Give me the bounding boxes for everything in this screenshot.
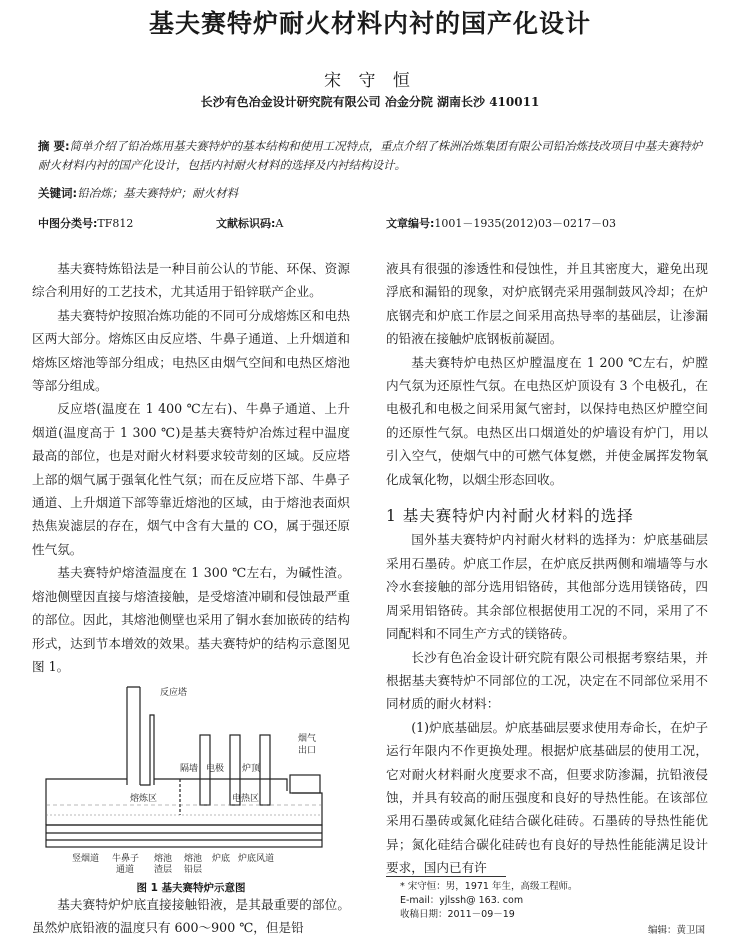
section-heading: 1 基夫赛特炉内衬耐火材料的选择 [386, 507, 634, 526]
label-bottom: 熔池 [154, 854, 173, 864]
label-bottom: 炉底 [212, 854, 231, 864]
paragraph: 基夫赛特炉按照冶炼功能的不同可分成熔炼区和电热区两大部分。熔炼区由反应塔、牛鼻子通道、上升烟道和熔炼区熔池等部分组成；电热区由烟气空间和电热区熔池等部分组成。 [32, 307, 350, 394]
author-name: 宋 守 恒 [324, 71, 416, 91]
paragraph: 基夫赛特炉电热区炉膛温度在 1 200 ℃左右，炉膛内气氛为还原性气氛。在电热区炉顶设有 3 个电极孔，在电极孔和电极之间采用氮气密封，以保持电热区炉膛空间的还原性气氛。电热区出口烟道处的炉墙设有炉门，用以引入空气，使烟气中的可燃气体复燃，并使金属挥发物氧化成氧化物，以烟尘形态回收。 [386, 354, 708, 487]
left-column-bottom [32, 893, 350, 940]
right-column [386, 257, 708, 880]
footnote-email: E-mail：yjlssh@ 163. com [400, 895, 524, 906]
keywords-text: 铅冶炼；基夫赛特炉；耐火材料 [77, 186, 239, 200]
author-affiliation: 长沙有色冶金设计研究院有限公司 冶金分院 湖南长沙 410011 [200, 95, 540, 109]
label-partition: 隔墙 [180, 764, 199, 774]
paragraph: 基夫赛特炉熔渣温度在 1 300 ℃左右，为碱性渣。熔池侧壁因直接与熔渣接触，是受熔渣冲刷和侵蚀最严重的部位。因此，其熔池侧壁也采用了铜水套加嵌砖的结构形式，达到节本增效的效果。基夫赛特炉的结构示意图见图 1。 [32, 565, 350, 674]
paragraph: 反应塔(温度在 1 400 ℃左右)、牛鼻子通道、上升烟道(温度高于 1 300 ℃)是基夫赛特炉冶炼过程中温度最高的部位，也是对耐火材料要求较苛刻的区域。反应塔上部的烟气属于强氧化性气氛；而在反应塔下部、牛鼻子通道、上升烟道下部等靠近熔池的区域，由于熔池表面炽热焦炭滤层的存在，烟气中含有大量的 CO，属于强还原性气氛。 [32, 401, 350, 557]
label-electric-zone: 电热区 [232, 794, 260, 804]
paragraph: 基夫赛特炼铅法是一种目前公认的节能、环保、资源综合利用好的工艺技术，尤其适用于铅锌联产企业。 [32, 261, 350, 300]
paragraph: 液具有很强的渗透性和侵蚀性，并且其密度大，避免出现浮底和漏铅的现象，对炉底钢壳采用强制鼓风冷却；在炉底钢壳和炉底工作层之间采用高热导率的基础层，让渗漏的铅液在接触炉底钢板前凝固。 [386, 261, 708, 347]
label-furnace-top: 炉顶 [242, 764, 261, 774]
paper-title: 基夫赛特炉耐火材料内衬的国产化设计 [148, 9, 591, 38]
label-bottom-2: 渣层 [154, 865, 173, 875]
clc-number: 中图分类号:TF812 [38, 217, 134, 230]
label-bottom-2: 铅层 [184, 865, 203, 875]
abstract [38, 137, 708, 175]
keywords [38, 185, 708, 201]
reaction-tower [127, 687, 140, 785]
flue-outlet [290, 775, 320, 793]
label-flue-outlet-2: 出口 [298, 746, 317, 756]
label-flue-outlet-1: 烟气 [298, 734, 317, 744]
keywords-label: 关键词: [38, 186, 78, 200]
label-bottom: 熔池 [184, 854, 203, 864]
paragraph: (1)炉底基础层。炉底基础层要求使用寿命长，在炉子运行年限内不作更换处理。根据炉底基础层的使用工况，它对耐火材料耐火度要求不高，但要求防渗漏，抗铅液侵蚀，并具有较高的耐压强度和良好的导热性能。在该部位采用石墨砖或氮化硅结合碳化硅砖。石墨砖的导热性能优异；氮化硅结合碳化硅砖也有良好的导热性能能满足设计要求，国内已有许 [386, 719, 708, 876]
paragraph: 基夫赛特炉炉底直接接触铅液，是其最重要的部位。虽然炉底铅液的温度只有 600～900 ℃，但是铅 [32, 897, 350, 936]
figure-caption: 图 1 基夫赛特炉示意图 [136, 882, 246, 894]
paragraph: 国外基夫赛特炉内衬耐火材料的选择为：炉底基础层采用石墨砖。炉底工作层，在炉底反拱两侧和端墙等与水冷水套接触的部分选用铝铬砖，其他部分选用镁铬砖，四周采用铝铬砖。其余部位根据使用工况的不同，采用了不同配料和不同生产方式的镁铬砖。 [386, 532, 708, 642]
editor-credit: 编辑：黄卫国 [648, 925, 706, 936]
paragraph: 长沙有色冶金设计研究院有限公司根据考察结果，并根据基夫赛特炉不同部位的工况，决定在不同部位采用不同材质的耐火材料： [386, 649, 708, 712]
footnote-divider [386, 876, 506, 877]
footnote [400, 880, 577, 922]
footnote-author: * 宋守恒：男，1971 年生，高级工程师。 [400, 881, 578, 892]
abstract-label: 摘 要: [38, 139, 70, 153]
footnote-received: 收稿日期：2011－09－19 [400, 909, 515, 920]
electrode-3 [260, 735, 270, 805]
uptake-flue [140, 715, 154, 785]
document-code: 文献标识码:A [216, 217, 284, 230]
furnace-diagram [32, 675, 350, 875]
label-smelting-zone: 熔炼区 [130, 794, 158, 804]
label-bottom: 牛鼻子 [112, 854, 140, 864]
abstract-text: 简单介绍了铅冶炼用基夫赛特炉的基本结构和使用工况特点，重点介绍了株洲冶炼集团有限公司铅冶炼技改项目中基夫赛特炉耐火材料内衬的国产化设计，包括内衬耐火材料的选择及内衬结构设计。 [38, 139, 703, 172]
label-bottom: 竖烟道 [72, 854, 100, 864]
left-column [32, 257, 350, 678]
article-number: 文章编号:1001－1935(2012)03－0217－03 [386, 217, 616, 230]
label-bottom-2: 通道 [116, 865, 135, 875]
label-bottom: 炉底风道 [238, 854, 275, 864]
furnace-bottom [46, 825, 322, 847]
label-electrode: 电极 [206, 764, 225, 774]
label-reaction-tower: 反应塔 [160, 688, 188, 698]
